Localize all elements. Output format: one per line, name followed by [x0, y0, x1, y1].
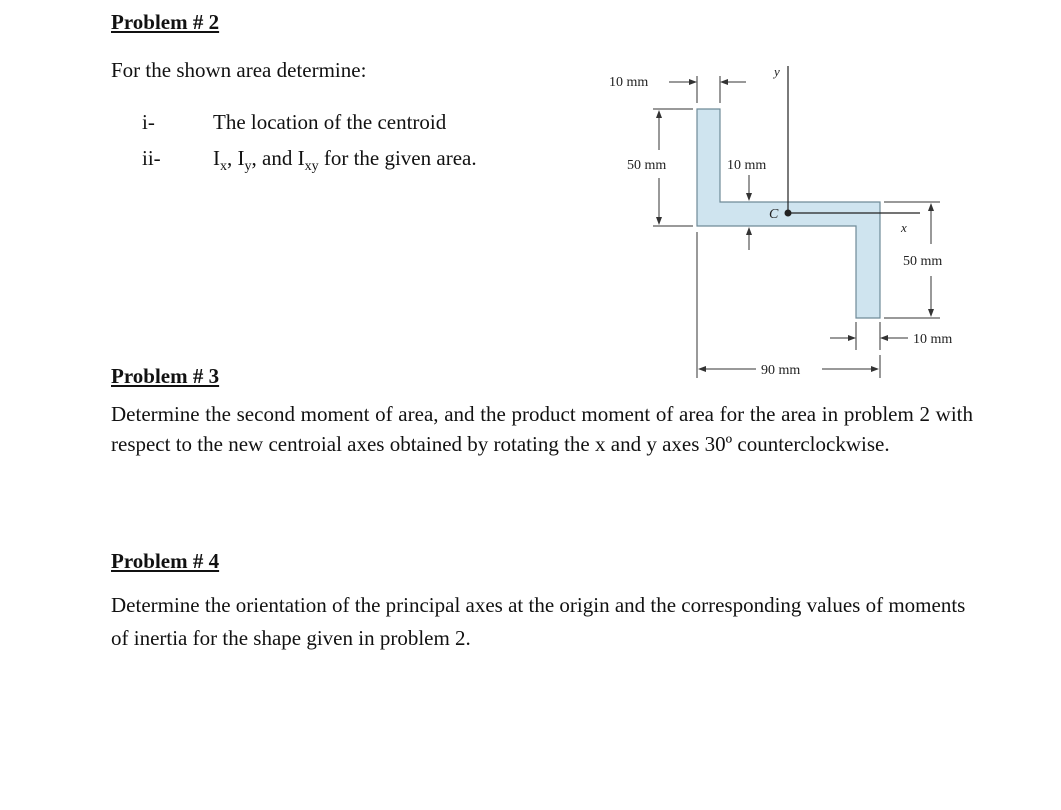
centroid-dot	[785, 210, 792, 217]
list-item-1-number: i-	[142, 110, 155, 134]
dim-right-height-label: 50 mm	[903, 254, 943, 269]
problem-3-body: Determine the second moment of area, and the product moment of area for the area in problem 2 with respect to the new centroial axes obtained by rotating the x and y axes 30º counterclockwise.	[111, 402, 973, 456]
dim-bottom-thickness-label: 10 mm	[913, 332, 953, 347]
dim-web-thickness-label: 10 mm	[727, 158, 767, 173]
dim-left-height-label: 50 mm	[627, 158, 667, 173]
dim-width-label: 90 mm	[761, 363, 801, 378]
x-axis-label: x	[901, 220, 907, 235]
problem-4-body: Determine the orientation of the principal axes at the origin and the corresponding values of moments of inertia for the shape given in problem 2.	[111, 593, 966, 650]
problem-4-heading: Problem # 4	[111, 549, 220, 573]
problem-2-heading: Problem # 2	[111, 10, 220, 34]
problem-2-intro: For the shown area determine:	[111, 58, 367, 82]
dim-top-thickness-label: 10 mm	[609, 75, 649, 90]
list-item-2-number: ii-	[142, 146, 161, 170]
z-section-figure	[0, 0, 1061, 390]
problem-3-heading: Problem # 3	[111, 364, 220, 388]
centroid-label: C	[769, 207, 779, 222]
list-item-2-text: $I_x$, $I_y$, and $I_{xy}$ for the given area.	[213, 146, 477, 175]
list-item-1-text: The location of the centroid	[213, 110, 447, 134]
y-axis-label: y	[774, 64, 780, 79]
